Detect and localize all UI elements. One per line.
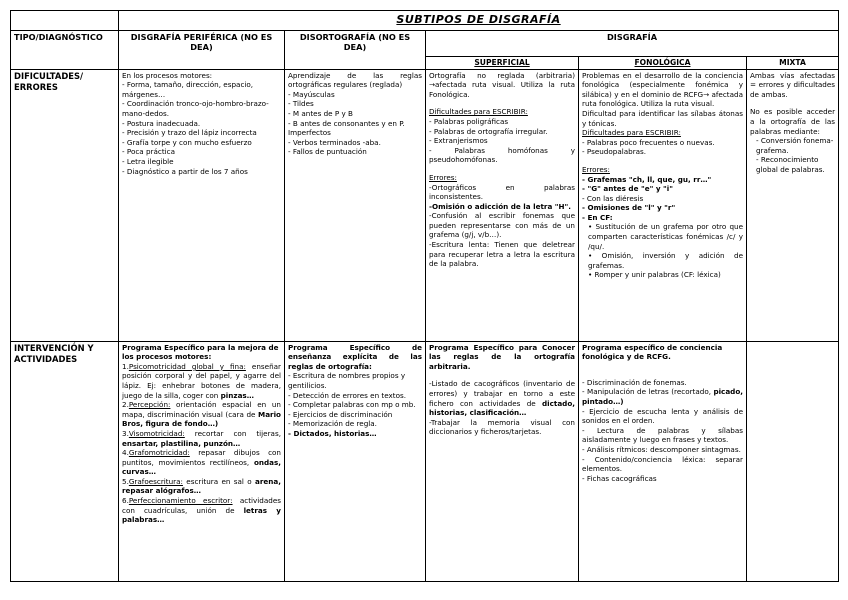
mixta-paragraph-1: Ambas vías afectadas = errores y dificultades de ambas.	[750, 70, 836, 99]
disgrafia-table	[10, 10, 839, 582]
disortografia-intro: Aprendizaje de las reglas ortográficas regulares (reglada)	[288, 70, 422, 90]
list-item: - Con las diéresis	[582, 193, 644, 203]
list-item: - Postura inadecuada.	[122, 118, 201, 128]
list-item: -Listado de cacográficos (inventario de errores) y trabajar en torno a este fichero con actividades de dictado, historias, clasificación…	[429, 379, 575, 418]
list-item: - Grafía torpe y con mucho esfuerzo	[122, 137, 252, 147]
fonologica-intro: Problemas en el desarrollo de la conciencia fonológica (especialmente fonémica y silábica) y en el dominio de RCFG→ afectada ruta fonológica. Utiliza la ruta visual.	[582, 70, 743, 109]
subheader-superficial: SUPERFICIAL	[426, 56, 579, 69]
list-item: - Análisis rítmicos: descomponer sintagmas.	[582, 444, 741, 454]
list-item: - Lectura de palabras y sílabas aisladamente y luego en frases y textos.	[582, 425, 743, 445]
fonologica-cf-list	[582, 222, 743, 279]
fonologica-dificultades-title: Dificultades para ESCRIBIR:	[582, 128, 681, 138]
list-item: - B antes de consonantes y en P. Imperfectos	[288, 118, 405, 138]
list-item: - En CF:	[582, 212, 613, 222]
fonologica-program-list	[582, 378, 743, 483]
row-label-dificultades: DIFICULTADES/ ERRORES	[11, 69, 119, 341]
list-item: -Trabajar la memoria visual con diccionarios y ficheros/tarjetas.	[429, 417, 575, 437]
cell-superficial-errores	[426, 69, 579, 341]
list-item: - Precisión y trazo del lápiz incorrecta	[122, 128, 257, 138]
periferica-program-list	[122, 362, 281, 525]
cell-periferica-errores	[119, 69, 285, 341]
fonologica-program-title: Programa específico de conciencia fonológica y de RCFG.	[582, 342, 723, 362]
mixta-paragraph-2: No es posible acceder a la ortografía de las palabras mediante:	[750, 107, 836, 136]
cell-disortografia-errores	[285, 69, 426, 341]
list-item: - Discriminación de fonemas.	[582, 377, 687, 387]
disortografia-error-list	[288, 90, 422, 157]
list-item: - Ejercicios de discriminación	[288, 409, 393, 419]
list-item: - Palabras poco frecuentes o nuevas.	[582, 137, 715, 147]
header-periferica: DISGRAFÍA PERIFÉRICA (NO ES DEA)	[119, 30, 285, 69]
list-item: - Pseudopalabras.	[582, 147, 647, 157]
list-item: - Coordinación tronco-ojo-hombro-brazo-mano-dedos.	[122, 99, 269, 119]
fonologica-dificultades-list	[582, 138, 743, 157]
list-item: -Escritura lenta: Tienen que deletrear para recuperar letra a letra la escritura de la palabra.	[429, 239, 575, 269]
list-item: 3.Visomotricidad: recortar con tijeras, ensartar, plastilina, punzón…	[122, 428, 281, 448]
list-item: - Verbos terminados -aba.	[288, 137, 381, 147]
cell-mixta-intervencion	[747, 341, 839, 581]
fonologica-intro-2: Dificultad para identificar las sílabas átonas y tónicas.	[582, 109, 743, 128]
mixta-list	[750, 136, 835, 174]
corner-empty	[11, 11, 119, 31]
disortografia-program-title: Programa Específico de enseñanza explícita de las reglas de ortografía:	[288, 342, 422, 371]
list-item: - Letra ilegible	[122, 156, 174, 166]
list-item: -Confusión al escribir fonemas que pueden representarse con más de un grafema (g/j, v/b…).	[429, 211, 575, 240]
list-item: - Manipulación de letras (recortado, picado, pintado…)	[582, 387, 743, 407]
superficial-dificultades-title: Dificultades para ESCRIBIR:	[429, 107, 528, 117]
header-tipo: TIPO/DIAGNÓSTICO	[11, 30, 119, 69]
list-item: - Dictados, historias…	[288, 428, 377, 438]
list-item: - Fichas cacográficas	[582, 473, 657, 483]
row-label-intervencion: INTERVENCIÓN Y ACTIVIDADES	[11, 341, 119, 581]
list-item: - Reconocimiento global de palabras.	[756, 155, 825, 174]
superficial-program-list	[429, 379, 575, 436]
periferica-intro: En los procesos motores:	[122, 70, 213, 80]
superficial-errores-list	[429, 183, 575, 269]
list-item: 4.Grafomotricidad: repasar dibujos con puntitos, movimientos rectilíneos, ondas, curvas…	[122, 448, 281, 477]
list-item: - Forma, tamaño, dirección, espacio, márgenes…	[122, 80, 254, 99]
header-disortografia: DISORTOGRAFÍA (NO ES DEA)	[285, 30, 426, 69]
subheader-fonologica: FONOLÓGICA	[579, 56, 747, 69]
list-item: - "G" antes de "e" y "i"	[582, 184, 673, 194]
superficial-intro: Ortografía no reglada (arbitraria) →afectada ruta visual. Utiliza la ruta Fonológica.	[429, 70, 575, 99]
disortografia-program-list	[288, 371, 422, 438]
cell-fonologica-intervencion	[579, 341, 747, 581]
periferica-program-title: Programa Específico para la mejora de los procesos motores:	[122, 342, 279, 362]
list-item: - Palabras de ortografía irregular.	[429, 126, 548, 136]
list-item: - Extranjerismos	[429, 136, 488, 146]
subheader-mixta: MIXTA	[747, 56, 839, 69]
fonologica-errores-title: Errores:	[582, 164, 610, 174]
list-item: - Palabras homófonas y pseudohomófonas.	[429, 145, 575, 165]
cell-periferica-intervencion	[119, 341, 285, 581]
list-item: - Fallos de puntuación	[288, 147, 367, 157]
superficial-errores-title: Errores:	[429, 172, 457, 182]
list-item: - Poca práctica	[122, 147, 176, 157]
list-item: - Diagnóstico a partir de los 7 años	[122, 166, 248, 176]
list-item: 1.Psicomotricidad global y fina: enseñar posición corporal y del papel, y agarre del lápiz. Ej: enhebrar botones de madera, juego de la silla, coger con pinzas…	[122, 361, 281, 400]
list-item: -Omisión o adicción de la letra "H".	[429, 201, 572, 211]
list-item: - Mayúsculas	[288, 89, 335, 99]
list-item: - Palabras poligráficas	[429, 117, 509, 127]
list-item: - M antes de P y B	[288, 109, 353, 119]
cell-mixta-errores	[747, 69, 839, 341]
cell-fonologica-errores	[579, 69, 747, 341]
list-item: - Memorización de regla.	[288, 419, 377, 429]
table-title: SUBTIPOS DE DISGRAFÍA	[119, 11, 839, 31]
list-item: • Sustitución de un grafema por otro que comparten características fonémicas /c/ y /qu/.	[588, 222, 743, 251]
list-item: - Tildes	[288, 99, 314, 109]
list-item: 6.Perfeccionamiento escritor: actividades con cuadrículas, unión de letras y palabras…	[122, 495, 281, 525]
list-item: - Detección de errores en textos.	[288, 390, 407, 400]
list-item: • Omisión, inversión y adición de grafemas.	[588, 251, 743, 270]
cell-disortografia-intervencion	[285, 341, 426, 581]
list-item: - Completar palabras con mp o mb.	[288, 400, 416, 410]
header-disgrafia: DISGRAFÍA	[426, 30, 839, 56]
superficial-program-title: Programa Específico para Conocer las reglas de la ortografía arbitraria.	[429, 342, 575, 371]
periferica-error-list	[122, 80, 281, 176]
list-item: - Contenido/conciencia léxica: separar elementos.	[582, 454, 743, 474]
list-item: - Ejercicio de escucha lenta y análisis de sonidos en el orden.	[582, 406, 743, 426]
list-item: - Conversión fonema-grafema.	[756, 136, 834, 155]
list-item: - Grafemas "ch, ll, que, gu, rr…"	[582, 174, 712, 184]
list-item: - Omisiones de "l" y "r"	[582, 203, 676, 213]
list-item: - Escritura de nombres propios y gentilicios.	[288, 371, 406, 391]
superficial-dificultades-list	[429, 117, 575, 165]
list-item: 2.Percepción: orientación espacial en un mapa, discriminación visual (cara de Mario Bros, figura de fondo…)	[122, 400, 281, 429]
list-item: • Romper y unir palabras (CF: léxica)	[588, 270, 721, 280]
list-item: -Ortográficos en palabras inconsistentes.	[429, 182, 575, 202]
list-item: 5.Grafoescritura: escritura en sal o arena, repasar alógrafos…	[122, 476, 281, 496]
cell-superficial-intervencion	[426, 341, 579, 581]
fonologica-errores-list	[582, 175, 743, 223]
